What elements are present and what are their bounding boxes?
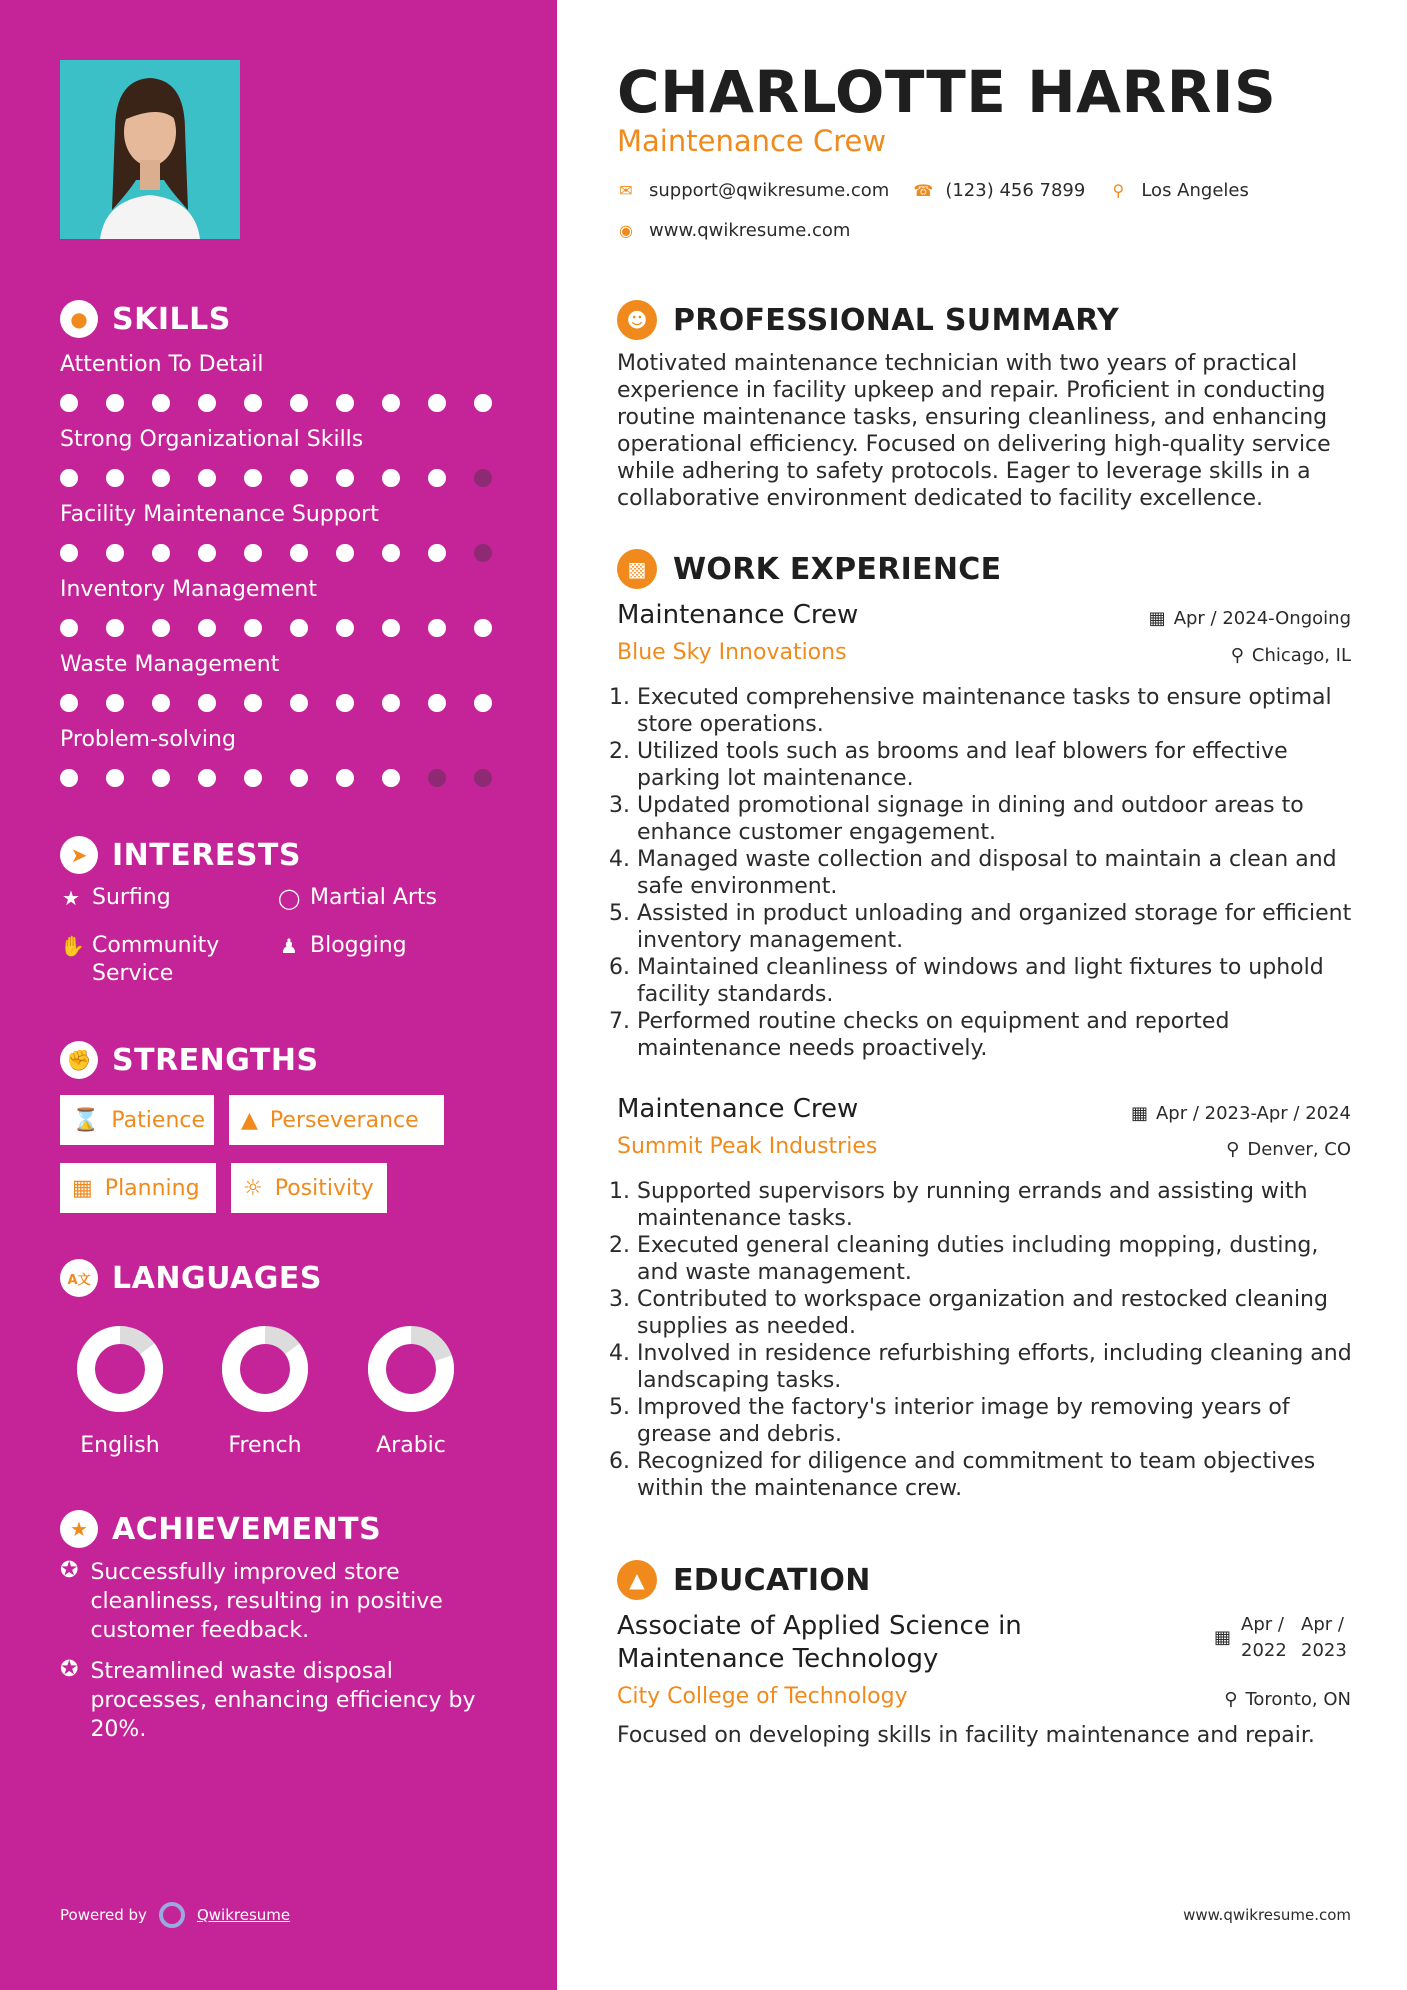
rating-dot bbox=[336, 469, 354, 487]
lightbulb-icon: ● bbox=[60, 300, 98, 338]
interests-heading: ➤ INTERESTS bbox=[60, 836, 301, 874]
location-text: Los Angeles bbox=[1141, 180, 1249, 201]
rating-dot bbox=[198, 544, 216, 562]
rating-dot bbox=[290, 544, 308, 562]
rating-dot bbox=[106, 769, 124, 787]
job-bullet: 2. Executed general cleaning duties including mopping, dusting, and waste management. bbox=[637, 1232, 1357, 1286]
hand-icon: ✋ bbox=[60, 934, 85, 958]
candidate-name: CHARLOTTE HARRIS bbox=[617, 58, 1277, 126]
map-pin-icon: ⚲ bbox=[1112, 181, 1125, 200]
interest-item: ★ Surfing bbox=[60, 884, 171, 912]
fist-icon: ✊ bbox=[60, 1041, 98, 1079]
job-bullet: 6. Maintained cleanliness of windows and light fixtures to uphold facility standards. bbox=[637, 954, 1357, 1008]
envelope-icon: ✉ bbox=[619, 181, 633, 200]
rating-dot bbox=[336, 694, 354, 712]
calendar-icon: ▦ bbox=[1148, 608, 1166, 629]
footer-website[interactable]: www.qwikresume.com bbox=[1183, 1906, 1351, 1924]
rating-dot bbox=[152, 469, 170, 487]
skill-rating bbox=[60, 544, 520, 562]
pin-icon: ⚲ bbox=[1226, 1139, 1240, 1160]
language-item bbox=[65, 1325, 175, 1458]
skill-rating bbox=[60, 694, 520, 712]
education-location: ⚲ Toronto, ON bbox=[1224, 1689, 1351, 1710]
calendar-icon: ▦ bbox=[1130, 1103, 1148, 1124]
graduation-cap-icon: ▲ bbox=[617, 1560, 657, 1600]
achievements-heading: ★ ACHIEVEMENTS bbox=[60, 1510, 381, 1548]
rating-dot bbox=[244, 619, 262, 637]
paper-plane-icon: ➤ bbox=[60, 836, 98, 874]
job-bullet: 1. Supported supervisors by running errands and assisting with maintenance tasks. bbox=[637, 1178, 1357, 1232]
rating-dot bbox=[474, 394, 492, 412]
rating-dot bbox=[198, 469, 216, 487]
pin-icon: ⚲ bbox=[1230, 645, 1244, 666]
skill-name: Attention To Detail bbox=[60, 352, 264, 377]
rating-dot bbox=[474, 694, 492, 712]
phone-icon: ☎ bbox=[913, 181, 934, 200]
education-dates: ▦ Apr / 2022 Apr / 2023 bbox=[1213, 1614, 1347, 1661]
rating-dot bbox=[382, 694, 400, 712]
language-label: French bbox=[228, 1433, 302, 1458]
rating-dot bbox=[428, 619, 446, 637]
language-proficiency-ring bbox=[221, 1325, 309, 1413]
rating-dot bbox=[382, 394, 400, 412]
education-description: Focused on developing skills in facility maintenance and repair. bbox=[617, 1723, 1315, 1748]
skill-item bbox=[60, 727, 520, 787]
skill-name: Waste Management bbox=[60, 652, 280, 677]
rating-dot bbox=[106, 544, 124, 562]
language-proficiency-ring bbox=[76, 1325, 164, 1413]
star-burst-icon: ✪ bbox=[60, 1558, 79, 1583]
rating-dot bbox=[382, 469, 400, 487]
globe-icon: ◯ bbox=[278, 886, 301, 910]
rating-dot bbox=[428, 394, 446, 412]
skill-rating bbox=[60, 619, 520, 637]
rating-dot bbox=[244, 544, 262, 562]
rating-dot bbox=[152, 619, 170, 637]
rating-dot bbox=[60, 394, 78, 412]
job-company: Blue Sky Innovations bbox=[617, 640, 847, 665]
rating-dot bbox=[474, 469, 492, 487]
job-title: Maintenance Crew bbox=[617, 1094, 859, 1124]
skill-item bbox=[60, 502, 520, 562]
job-bullet: 4. Managed waste collection and disposal to maintain a clean and safe environment. bbox=[637, 846, 1357, 900]
qwikresume-logo-icon bbox=[159, 1902, 185, 1928]
rating-dot bbox=[152, 769, 170, 787]
job-bullets bbox=[617, 1178, 1357, 1502]
rating-dot bbox=[290, 394, 308, 412]
rating-dot bbox=[290, 769, 308, 787]
rating-dot bbox=[244, 694, 262, 712]
school-name: City College of Technology bbox=[617, 1684, 908, 1709]
language-item bbox=[210, 1325, 320, 1458]
website-link[interactable]: www.qwikresume.com bbox=[649, 220, 851, 241]
rating-dot bbox=[336, 394, 354, 412]
rating-dot bbox=[474, 769, 492, 787]
job-bullet: 5. Improved the factory's interior image by removing years of grease and debris. bbox=[637, 1394, 1357, 1448]
rating-dot bbox=[244, 394, 262, 412]
candidate-title: Maintenance Crew bbox=[617, 124, 887, 158]
users-icon: ♟ bbox=[280, 934, 298, 958]
rating-dot bbox=[106, 469, 124, 487]
rating-dot bbox=[106, 619, 124, 637]
rating-dot bbox=[60, 544, 78, 562]
strengths-heading: ✊ STRENGTHS bbox=[60, 1041, 319, 1079]
skill-name: Facility Maintenance Support bbox=[60, 502, 379, 527]
globe-icon: ◉ bbox=[619, 221, 633, 240]
rating-dot bbox=[60, 694, 78, 712]
rating-dot bbox=[198, 769, 216, 787]
rating-dot bbox=[428, 469, 446, 487]
user-icon: ☻ bbox=[617, 300, 657, 340]
pin-icon: ⚲ bbox=[1224, 1689, 1238, 1710]
job-location: ⚲ Chicago, IL bbox=[1230, 645, 1351, 666]
calendar-icon: ▦ bbox=[1213, 1627, 1231, 1648]
rating-dot bbox=[60, 619, 78, 637]
job-bullet: 5. Assisted in product unloading and organized storage for efficient inventory management. bbox=[637, 900, 1357, 954]
rating-dot bbox=[336, 769, 354, 787]
chair-icon: ▩ bbox=[617, 549, 657, 589]
rating-dot bbox=[428, 769, 446, 787]
email-link[interactable]: support@qwikresume.com bbox=[649, 180, 890, 201]
skill-item bbox=[60, 427, 520, 487]
strength-chip: ▦ Planning bbox=[60, 1163, 216, 1213]
job-bullet: 2. Utilized tools such as brooms and leaf blowers for effective parking lot maintenance. bbox=[637, 738, 1357, 792]
website-row bbox=[617, 220, 850, 241]
interest-item: ✋ Community Service bbox=[60, 933, 220, 986]
rating-dot bbox=[244, 769, 262, 787]
rating-dot bbox=[198, 694, 216, 712]
skill-item bbox=[60, 652, 520, 712]
rating-dot bbox=[152, 544, 170, 562]
interest-item: ◯ Martial Arts bbox=[278, 885, 438, 910]
rating-dot bbox=[382, 769, 400, 787]
rating-dot bbox=[428, 694, 446, 712]
rating-dot bbox=[152, 694, 170, 712]
language-icon: A文 bbox=[60, 1259, 98, 1297]
experience-heading: ▩ WORK EXPERIENCE bbox=[617, 549, 1001, 589]
languages-heading: A文 LANGUAGES bbox=[60, 1259, 322, 1297]
rating-dot bbox=[152, 394, 170, 412]
sidebar bbox=[0, 0, 557, 1990]
strength-chip: ☼ Positivity bbox=[231, 1163, 387, 1213]
contact-row bbox=[617, 180, 1249, 201]
sun-icon: ☼ bbox=[243, 1175, 263, 1201]
skill-rating bbox=[60, 394, 520, 412]
job-bullets bbox=[617, 684, 1357, 1062]
job-company: Summit Peak Industries bbox=[617, 1134, 878, 1159]
achievement-item: ✪ Successfully improved store cleanliness, resulting in positive customer feedback. bbox=[60, 1558, 443, 1643]
medal-star-icon: ★ bbox=[60, 1510, 98, 1548]
rating-dot bbox=[382, 619, 400, 637]
job-bullet: 1. Executed comprehensive maintenance tasks to ensure optimal store operations. bbox=[637, 684, 1357, 738]
job-location: ⚲ Denver, CO bbox=[1226, 1139, 1351, 1160]
job-dates: ▦ Apr / 2023-Apr / 2024 bbox=[1130, 1103, 1351, 1124]
job-bullet: 7. Performed routine checks on equipment and reported maintenance needs proactively. bbox=[637, 1008, 1357, 1062]
road-icon: ▲ bbox=[241, 1107, 258, 1133]
rating-dot bbox=[336, 544, 354, 562]
star-burst-icon: ✪ bbox=[60, 1657, 79, 1682]
strength-chip: ▲ Perseverance bbox=[229, 1095, 444, 1145]
rating-dot bbox=[336, 619, 354, 637]
degree-title: Associate of Applied Science in Maintenance Technology bbox=[617, 1611, 1022, 1674]
rating-dot bbox=[60, 769, 78, 787]
rating-dot bbox=[290, 469, 308, 487]
interest-item: ♟ Blogging bbox=[278, 932, 407, 960]
main-content bbox=[557, 0, 1407, 1990]
skill-rating bbox=[60, 469, 520, 487]
job-dates: ▦ Apr / 2024-Ongoing bbox=[1148, 608, 1351, 629]
rating-dot bbox=[290, 619, 308, 637]
qwikresume-link[interactable]: Qwikresume bbox=[196, 1906, 291, 1924]
powered-by: Powered by Qwikresume bbox=[60, 1902, 290, 1928]
hourglass-icon: ⌛ bbox=[72, 1107, 100, 1133]
rating-dot bbox=[198, 394, 216, 412]
rating-dot bbox=[474, 544, 492, 562]
skill-name: Inventory Management bbox=[60, 577, 317, 602]
skill-item bbox=[60, 352, 520, 412]
skills-heading: ● SKILLS bbox=[60, 300, 231, 338]
job-bullet: 3. Contributed to workspace organization and restocked cleaning supplies as needed. bbox=[637, 1286, 1357, 1340]
achievement-item: ✪ Streamlined waste disposal processes, enhancing efficiency by 20%. bbox=[60, 1657, 476, 1742]
skill-rating bbox=[60, 769, 520, 787]
rating-dot bbox=[290, 694, 308, 712]
rating-dot bbox=[106, 394, 124, 412]
job-bullet: 3. Updated promotional signage in dining and outdoor areas to enhance customer engagement. bbox=[637, 792, 1357, 846]
summary-text: Motivated maintenance technician with two years of practical experience in facility upkeep and repair. Proficient in conducting routine maintenance tasks, ensuring cleanliness, and enhancing operational efficiency. Focused on delivering high-quality service while adhering to safety protocols. Eager to leverage skills in a collaborative environment dedicated to facility excellence. bbox=[617, 351, 1331, 511]
job-bullet: 6. Recognized for diligence and commitment to team objectives within the maintenance crew. bbox=[637, 1448, 1357, 1502]
calendar-icon: ▦ bbox=[72, 1175, 93, 1201]
rating-dot bbox=[60, 469, 78, 487]
rating-dot bbox=[106, 694, 124, 712]
job-title: Maintenance Crew bbox=[617, 600, 859, 630]
skill-name: Problem-solving bbox=[60, 727, 236, 752]
summary-heading: ☻ PROFESSIONAL SUMMARY bbox=[617, 300, 1119, 340]
strength-chip: ⌛ Patience bbox=[60, 1095, 214, 1145]
rating-dot bbox=[382, 544, 400, 562]
language-label: English bbox=[80, 1433, 160, 1458]
language-proficiency-ring bbox=[367, 1325, 455, 1413]
skill-item bbox=[60, 577, 520, 637]
profile-photo bbox=[60, 60, 240, 239]
language-item bbox=[356, 1325, 466, 1458]
phone-number: (123) 456 7899 bbox=[945, 180, 1086, 201]
job-bullet: 4. Involved in residence refurbishing efforts, including cleaning and landscaping tasks. bbox=[637, 1340, 1357, 1394]
rating-dot bbox=[428, 544, 446, 562]
rating-dot bbox=[474, 619, 492, 637]
rating-dot bbox=[244, 469, 262, 487]
skill-name: Strong Organizational Skills bbox=[60, 427, 364, 452]
education-heading: ▲ EDUCATION bbox=[617, 1560, 871, 1600]
language-label: Arabic bbox=[376, 1433, 446, 1458]
star-icon: ★ bbox=[62, 886, 80, 910]
rating-dot bbox=[198, 619, 216, 637]
